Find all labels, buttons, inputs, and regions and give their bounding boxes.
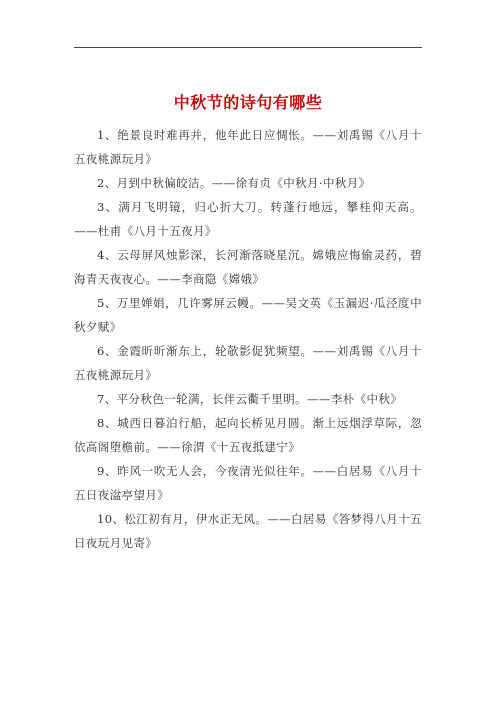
poem-line-2: 2、月到中秋偏皎洁。——徐有贞《中秋月·中秋月》 <box>97 176 371 190</box>
page-title: 中秋节的诗句有哪些 <box>173 93 323 112</box>
poem-line-7: 7、平分秋色一轮满，长伴云衢千里明。——李朴《中秋》 <box>97 392 403 406</box>
poem-line-1: 1、绝景良时难再并，他年此日应惆怅。——刘禹锡《八月十五夜桃源玩月》 <box>74 128 422 166</box>
poem-line-5: 5、万里婵娟，几许雾屏云幔。——吴文英《玉漏迟·瓜泾度中秋夕赋》 <box>74 296 422 334</box>
poem-line-4: 4、云母屏风烛影深，长河渐落晓星沉。嫦娥应悔偷灵药，碧海青天夜夜心。——李商隐《嫦娥》 <box>74 248 422 286</box>
poem-line-3: 3、满月飞明镜，归心折大刀。转蓬行地远，攀桂仰天高。——杜甫《八月十五夜月》 <box>74 200 422 238</box>
poem-list <box>74 123 422 555</box>
header-rule <box>74 47 422 48</box>
poem-line-8: 8、城西日暮泊行船，起向长桥见月圆。渐上远烟浮草际，忽依高阁堕檐前。——徐渭《十五夜抵建宁》 <box>74 416 422 454</box>
poem-line-10: 10、松江初有月，伊水正无风。——白居易《答梦得八月十五日夜玩月见寄》 <box>74 512 422 550</box>
poem-line-9: 9、昨风一吹无人会，今夜清光似往年。——白居易《八月十五日夜湓亭望月》 <box>74 464 422 502</box>
poem-line-6: 6、金霞昕昕渐东上，轮欹影促犹频望。——刘禹锡《八月十五夜桃源玩月》 <box>74 344 422 382</box>
